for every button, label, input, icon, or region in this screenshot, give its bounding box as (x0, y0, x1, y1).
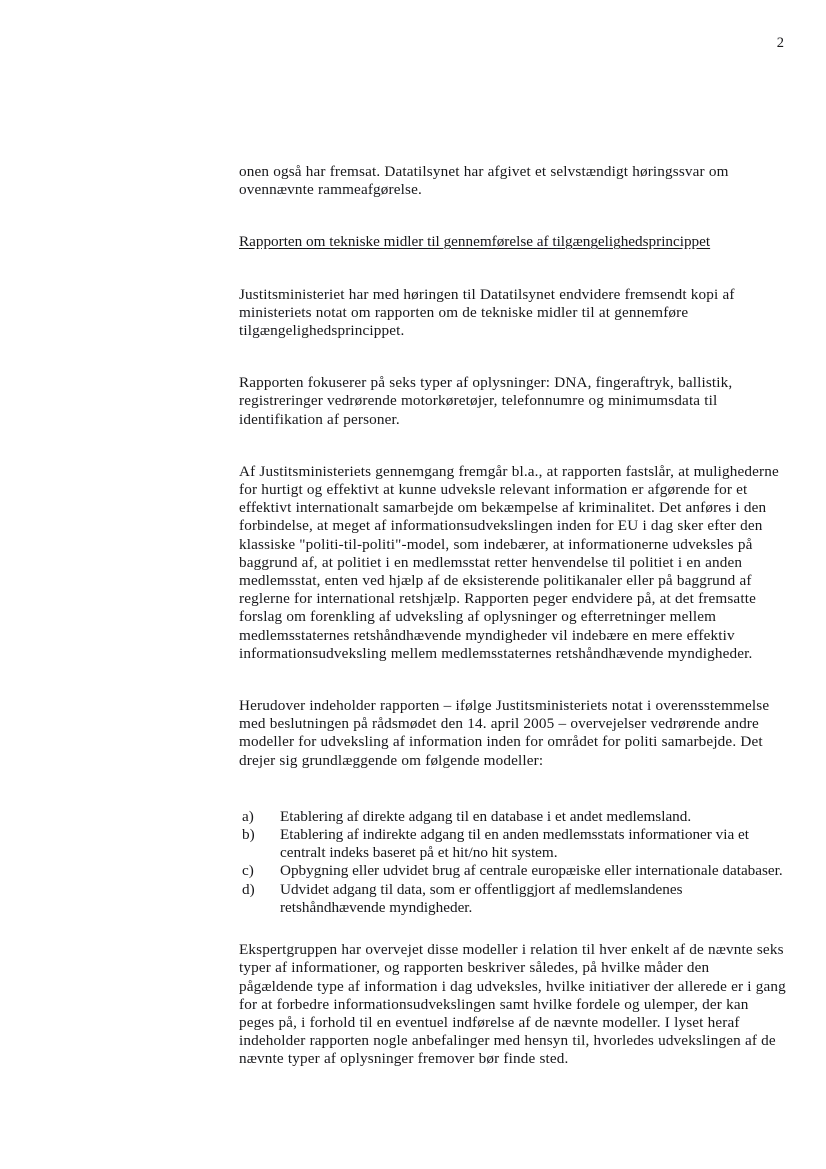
model-list (239, 808, 787, 917)
list-item-marker: c) (242, 862, 254, 880)
paragraph-gennemgang: Af Justitsministeriets gennemgang fremgår bl.a., at rapporten fastslår, at mulighederne for hurtigt og effektivt at kunne udveksle relevant information er afgørende for et effektivt internationalt samarbejde om bekæmpelse af kriminalitet. Det anføres i den forbindelse, at meget af informationsudvekslingen inden for EU i dag sker efter den klassiske "politi-til-politi"-model, som indebærer, at informationerne udveksles på baggrund af, at politiet i en medlemsstat retter henvendelse til politiet i en anden medlemsstat, enten ved hjælp af de eksisterende politikanaler eller på baggrund af reglerne for international retshjælp. Rapporten peger endvidere på, at det fremsatte forslag om forenkling af udveksling af oplysninger og efterretninger mellem medlemsstaternes retshåndhævende myndigheder vil indebære en mere effektiv informationsudveksling mellem medlemsstaternes retshåndhævende myndigheder. (239, 462, 779, 662)
list-item (242, 808, 787, 826)
spacer (239, 358, 787, 374)
page-number: 2 (776, 35, 784, 51)
list-item-label: Opbygning eller udvidet brug af centrale europæiske eller internationale databaser. (280, 862, 783, 880)
paragraph-herudover: Herudover indeholder rapporten – ifølge Justitsministeriets notat i overensstemmelse med beslutningen på rådsmødet den 14. april 2005 – overvejelser vedrørende andre modeller for udveksling af information inden for området for politi samarbejde. Det drejer sig grundlæggende om følgende modeller: (239, 697, 770, 769)
spacer (239, 270, 787, 286)
paragraph-rapporten-fokuserer: Rapporten fokuserer på seks typer af oplysninger: DNA, fingeraftryk, ballistik, registreringer vedrørende motorkøretøjer, telefonnumre og minimumsdata til identifikation af personer. (239, 374, 733, 428)
list-item (242, 862, 787, 880)
spacer (239, 681, 787, 697)
spacer (239, 217, 787, 233)
list-item (242, 826, 787, 862)
spacer (239, 447, 787, 463)
spacer (239, 917, 787, 941)
list-item-marker: b) (242, 826, 255, 844)
paragraph-ekspertgruppen: Ekspertgruppen har overvejet disse modeller i relation til hver enkelt af de nævnte seks typer af informationer, og rapporten beskriver således, på hvilke måder den pågældende type af information i dag udveksles, hvilke initiativer der allerede er i gang for at forbedre informationsudvekslingen samt hvilke fordele og ulemper, der kan peges på, i forhold til en eventuel indførelse af de nævnte modeller. I lyset heraf indeholder rapporten nogle anbefalinger med hensyn til, hvorledes udvekslingen af de nævnte typer af oplysninger fremover bør finde sted. (239, 941, 786, 1068)
list-item-marker: a) (242, 807, 254, 825)
document-body (239, 163, 787, 1087)
list-item-marker: d) (242, 880, 255, 898)
list-item-label: Udvidet adgang til data, som er offentliggjort af medlemslandenes retshåndhævende myndigheder. (280, 880, 683, 916)
list-item-label: Etablering af direkte adgang til en database i et andet medlemsland. (280, 807, 692, 825)
paragraph-justitsministeriet: Justitsministeriet har med høringen til Datatilsynet endvidere fremsendt kopi af ministeriets notat om rapporten om de tekniske midler til at gennemføre tilgængelighedsprincippet. (239, 285, 735, 340)
paragraph-continuation: onen også har fremsat. Datatilsynet har afgivet et selvstændigt høringssvar om ovennævnte rammeafgørelse. (239, 163, 729, 199)
section-heading-rapporten: Rapporten om tekniske midler til gennemførelse af tilgængelighedsprincippet (239, 233, 711, 251)
spacer (239, 788, 787, 808)
list-item (242, 881, 787, 917)
list-item-label: Etablering af indirekte adgang til en anden medlemsstats informationer via et centralt indeks baseret på et hit/no hit system. (280, 826, 749, 862)
